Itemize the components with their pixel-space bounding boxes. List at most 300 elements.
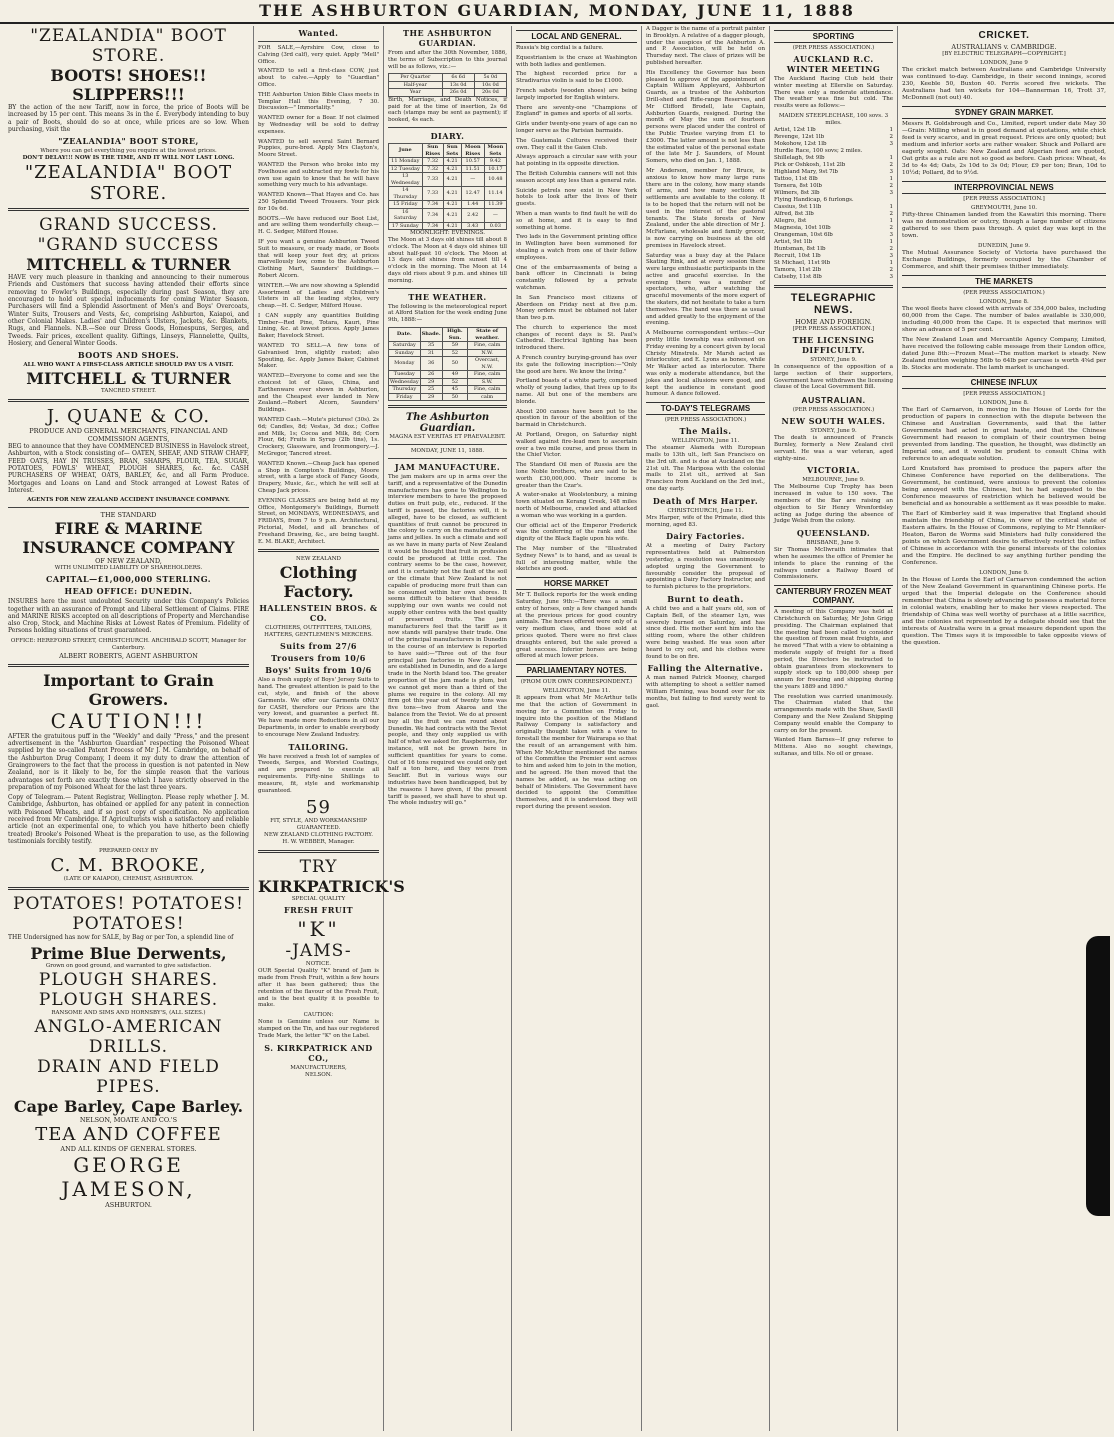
tailoring-heading: TAILORING.: [288, 741, 349, 752]
classified-ad: IF you want a genuine Ashburton Tweed Suit to measure, or ready made, or Boots that will keep your feet dry, at prices marvellously low, come to the Ashburton Clothing Mart, Saunders' Buildings.—Robert Alcorn.: [258, 238, 379, 279]
table-cell: 5s 0d: [474, 74, 506, 82]
placing: 2: [889, 266, 893, 273]
hallenstein-sub: CLOTHIERS, OUTFITTERS, TAILORS, HATTERS, GENTLEMEN'S MERCERS.: [264, 625, 373, 639]
table-cell: 29: [420, 393, 442, 401]
column-header: State of weather.: [468, 328, 507, 342]
column-header: Moon Sets: [484, 144, 506, 158]
parliamentary-place: WELLINGTON, June 11.: [542, 688, 611, 695]
placing: 2: [889, 245, 893, 252]
news-paragraph: In San Francisco most citizens of Aberdeen on Friday next at five p.m. Money orders must be obtained not later than two p.m.: [516, 294, 637, 322]
news-paragraph: The May number of the "Illustrated Sydney News" is to hand, and as usual is full of interesting matter, while the sketches are good.: [516, 546, 637, 573]
horse-name: Catseby, 11st 8lb: [774, 273, 822, 280]
placing: 3: [889, 189, 893, 196]
cricket-heading: CRICKET.: [978, 30, 1030, 41]
brooke-sub: (LATE OF KAIAPOI), CHEMIST, ASHBURTON.: [63, 876, 194, 883]
press-association: [PER PRESS ASSOCIATION.]: [792, 325, 875, 332]
manufacturers: MANUFACTURERS,: [290, 1064, 347, 1071]
table-row: [389, 165, 507, 173]
nsw-body: The death is announced of Francis Burnley, formerly a New Zealand civil servant. He was a war veteran, aged eighty-nine.: [774, 435, 893, 462]
licensing-heading: THE LICENSING DIFFICULTY.: [792, 334, 875, 355]
table-cell: 11 Monday: [389, 158, 423, 166]
news-paragraph: His Excellency the Governor has been pleased to approve of the appointment of Captain William Appleyard, Ashburton Guards, as a trustee of the Ashburton Drill-shed and Rifle-range Reserves, and Mr Clifford Brodell, late Captain, Ashburton Guards, resigned. During the month of May the sum of fourteen persons were placed under the control of the Public Trustee varying from £1 to £3000. The latter amount is not less than the estimated value of the personal estate of the late Mr J. Saunders, of Mount Somers, who died on Jan. 1, 1888.: [646, 69, 765, 165]
alternative-body: A man named Patrick Mooney, charged with attempting to shoot a settler named William Fleming, was bound over for six months, but failing to find surety went to gaol.: [646, 675, 765, 709]
try-label: TRY: [299, 857, 338, 878]
potatoes-title: POTATOES! POTATOES! POTATOES!: [13, 894, 244, 935]
markets-body: The wool fleets have closed with arrivals of 354,000 bales, including 60,000 from the Cape. The number of bales available is 330,000, including 40,000 from the Cape. It is expected that merinos will show an advance of 5 per cent.: [902, 306, 1106, 333]
jam-heading: JAM MANUFACTURE.: [394, 462, 501, 473]
chinese-body-4: In the House of Lords the Earl of Carnarvon condemned the action of the New Zealand Government in quarantining Chinese ports. He urged that the Imperial delegate on the Conference should remember that China is slowly advancing to possess a material force in colonial waters, enabling her to make her views respected. The friendship of China was well worthy of purchase at a little sacrifice, and the colonies not represented by a delegate should see that the interests of Australia were in a great measure dependent upon the question. The Times says it is impossible to take opposite views of the question.: [902, 577, 1106, 646]
subscription-note: From and after the 30th November, 1886, the terms of Subscription to this journal will be as follows, viz.:—: [388, 50, 507, 70]
horse-name: Allegro, 8st: [774, 217, 807, 224]
grand-success: GRAND SUCCESS. "GRAND SUCCESS: [37, 215, 220, 256]
list-item: [774, 218, 893, 225]
classified-ad: WANTED TO SELL—A few tons of Galvanised Iron, slightly rusted; also Spouting, &c. Apply James Baker, Cabinet Maker.: [258, 343, 379, 370]
fifty-nine-shillings: 59: [306, 797, 331, 819]
table-cell: Overcast, N.W.: [468, 357, 507, 371]
table-row: [389, 81, 507, 89]
fresh-fruit: FRESH FRUIT: [283, 905, 354, 916]
table-cell: Tuesday: [389, 371, 421, 379]
table-row: [389, 208, 507, 222]
horse-name: Alfred, 8st 3lb: [774, 210, 814, 217]
parliamentary-body: It appears from what Mr McArthur tells me that the action of Government in moving for a Committee on Friday to inquire into the position of the Midland Railway Company is satisfactory and originally thought taken with a view to forestall the member for Wairarapa so that the result of an arrangement with him. When Mr McArthur mentioned the names of the Committee the Premier sent across to him and asked him to join in the motion, and he agreed. He then moved that the names be added, as he was acting on behalf of Ministers. The Government have decided to appoint the Committee themselves, and it is understood they will report during the present session.: [516, 695, 637, 810]
births-notice: Birth, Marriage, and Death Notices, if paid for at the time of insertion, 2s 6d each (stamps may be sent as payment); if booked, 4s each.: [388, 96, 507, 124]
chinese-body: The Earl of Carnarvon, in moving in the House of Lords for the production of papers in connection with the dispute between the Chinese and Australian Governments, said that the latter Governments had acted in great haste, and that the Chinese Government had reason to complain of their countrymen being prevented from landing. The question, he thought, was distinctly an Imperial one, and it would be prudent to consult China with reference to an adequate solution.: [902, 407, 1106, 462]
diary-heading: DIARY.: [430, 131, 465, 142]
list-item: [774, 246, 893, 253]
table-cell: Thursday: [389, 386, 421, 394]
queensland-place: BRISBANE, June 9.: [806, 540, 861, 547]
horse-name: Recruit, 10st 1lb: [774, 252, 821, 259]
news-paragraph: French sabots (wooden shoes) are being largely imported for English winters.: [516, 87, 637, 101]
aus-cambridge: AUSTRALIANS v. CAMBRIDGE.: [951, 43, 1057, 51]
fire-marine-head-office: HEAD OFFICE: DUNEDIN.: [64, 586, 193, 597]
table-cell: 49: [442, 371, 468, 379]
news-paragraph: Saturday was a busy day at the Palace Skating Rink, and at every session there were large enthusiastic participants in the active and graceful exercise. In the evening there was a number of spectators, who, after watching the graceful movements of the more expert of the skaters, did not hesitate to take a turn themselves. The band was there as usual and added greatly to the enjoyment of the evening.: [646, 252, 765, 327]
prepared-by: PREPARED ONLY BY: [99, 848, 158, 855]
news-paragraph: When a man wants to find fault he will do so at home, and it is easy to find something at home.: [516, 210, 637, 231]
notice-body: OUR Special Quality "K" brand of Jam is made from Fresh Fruit, within a few hours after it has been gathered; thus the retention of the flavour of the Fresh Fruit, and is the best quality it is possible to make.: [258, 968, 379, 1009]
zealandia-title: "ZEALANDIA" BOOT STORE.: [30, 26, 227, 66]
moonlight-heading: MOONLIGHT: EVENINGS.: [409, 230, 486, 237]
news-paragraph: At Portland, Oregon, on Saturday night walked against fire-lead men to ascertain over a two mile course, and press them in the Chief Victor.: [516, 432, 637, 459]
list-item: [774, 253, 893, 260]
table-cell: 17 Sunday: [389, 222, 423, 230]
classified-ad: WANTED to sell several Saint Bernard Puppies, pure-bred. Apply Mrs Clayton's, Moore Street.: [258, 138, 379, 159]
divider: [388, 288, 507, 289]
table-cell: 13s 0d: [442, 81, 474, 89]
table-cell: 7.32: [422, 158, 443, 166]
column-advertisements-left: [4, 26, 254, 1431]
table-header: [389, 328, 507, 342]
interprovincial-body: Fifty-three Chinamen landed from the Kawatiri this morning. There was no demonstration or outcry, though a large number of citizens gathered to see them pass through. A quiet day was kept in the town.: [902, 212, 1106, 239]
fire-marine-body: INSURES here the most undoubted Security under this Company's Policies together with an assurance of Prompt and Liberal Settlement of Claims. FIRE and MARINE RISKS accepted on all descriptions of Property and Merchandise also Crop, Stock, and Machine Risks at Lowest Rates of Premium. Fidelity of Persons holding situations of trust guaranteed.: [8, 598, 249, 635]
list-item: [774, 274, 893, 281]
tea-coffee: TEA AND COFFEE: [35, 1124, 222, 1146]
horse-name: Cassius, 9st 11lb: [774, 203, 822, 210]
blue-derwents-sub: Grown on good ground, and warranted to give satisfaction.: [45, 963, 212, 970]
table-cell: 36: [420, 357, 442, 371]
list-item: [774, 155, 893, 162]
classified-ad: I CAN supply any quantities Building Timber—Red Pine, Totara, Kauri, Pine Lining, &c. at lowest prices. Apply James Baker, Havelock Street.: [258, 312, 379, 340]
weather-heading: THE WEATHER.: [408, 291, 487, 302]
table-cell: 0.03: [484, 222, 506, 230]
classified-ad: WANTED—Everyone to come and see the choicest lot of Glass, China, and Earthenware ever shown in Ashburton, and the Cheapest ever landed in New Zealand.—Robert Alcorn, Saunders' Buildings.: [258, 373, 379, 414]
table-row: [389, 371, 507, 379]
interprovincial-place-2: DUNEDIN, June 9.: [978, 243, 1030, 249]
queensland-heading: QUEENSLAND.: [796, 528, 871, 539]
dairy-body: At a meeting of Dairy Factory representatives held at Palmerston yesterday, a resolution was unanimously adopted urging the Government to favourably consider the proposal of appointing a Dairy Factory Instructor, and to furnish pictures to the proprietors.: [646, 543, 765, 591]
mails-place: WELLINGTON, June 11.: [671, 438, 740, 445]
nsw-heading: NEW SOUTH WALES.: [781, 416, 886, 427]
subscription-rates: [388, 73, 507, 97]
divider: [8, 507, 249, 508]
caution-body-2: Copy of Telegram.— Patent Registrar, Wellington. Please reply whether J. M. Cambridge, Ashburton, has obtained or applied for any patent in connection with Poisoned Wheats, and if so post copy of specification. No application received from Mr Cambridge. If Agriculturists wish a satisfactory and reliable article (not an experimental one, to which you have hitherto been chiefly treated) Brooke's Poisoned Wheat is the preparation to use, as the following testimonials forcibly testify.: [8, 794, 249, 845]
news-paragraph: Suicide petrels now exist in New York hotels to look after the lives of their guests.: [516, 187, 637, 208]
placing: 3: [889, 252, 893, 259]
table-row: [389, 393, 507, 401]
chinese-influx-heading: CHINESE INFLUX: [902, 376, 1106, 389]
zealandia-big: "ZEALANDIA" BOOT STORE.: [24, 162, 233, 205]
table-cell: 3.43: [461, 222, 484, 230]
classified-ad: WANTED the Person who broke into my Fowlhouse and subtracted my fowls for his own use again to know that he will have something very much to his advantage.: [258, 161, 379, 189]
placing: 1: [889, 238, 893, 245]
press-association-2: (PER PRESS ASSOCIATION.): [792, 407, 875, 414]
column-sporting-telegraphic: [770, 26, 898, 1431]
fire-marine-title: FIRE & MARINE INSURANCE COMPANY: [22, 519, 235, 558]
auckland-body: The Auckland Racing Club held their winter meeting at Ellerslie on Saturday. There was only a moderate attendance. The weather was fine but cold. The results were as follows:—: [774, 76, 893, 110]
table-cell: 52: [442, 349, 468, 357]
news-paragraph: Russia's big cordial is a failure.: [516, 45, 604, 51]
table-cell: Sunday: [389, 349, 421, 357]
mitchell-turner-title-2: MITCHELL & TURNER: [26, 369, 231, 389]
table-cell: S.W.: [468, 378, 507, 386]
list-item: [774, 176, 893, 183]
interprovincial-place: GREYMOUTH, June 10.: [971, 205, 1037, 211]
mitchell-turner-title: MITCHELL & TURNER: [26, 255, 231, 275]
table-cell: Year: [389, 89, 443, 97]
fire-marine-agent: ALBERT ROBERTS, AGENT ASHBURTON: [59, 651, 198, 660]
column-cricket-markets: [898, 26, 1110, 1431]
placing: 1: [889, 175, 893, 182]
table-cell: 4.21: [443, 158, 461, 166]
classified-ad: WANTED Known.—Cheap Jack has opened a Shop in Compton's Buildings, Moore street, with a large stock of Fancy Goods, Drapery, Music, &c., which he will sell at Cheap Jack prices.: [258, 460, 379, 495]
fire-marine-office: OFFICE: HEREFORD STREET, CHRISTCHURCH. ARCHIBALD SCOTT, Manager for Canterbury.: [10, 637, 247, 651]
table-cell: 50: [442, 357, 468, 371]
fire-marine-liability: WITH UNLIMITED LIABILITY OF SHAREHOLDERS.: [54, 565, 203, 572]
horse-name: Revenge, 12st 1lb: [774, 133, 825, 140]
column-header: High. Sun.: [442, 328, 468, 342]
zealandia-where: Where you can get everything you require at the lowest prices.: [40, 148, 217, 155]
boys-suits-price: Boys' Suits from 10/6: [265, 665, 372, 676]
masthead: THE ASHBURTON GUARDIAN, MONDAY, JUNE 11, 1888: [0, 0, 1114, 24]
george-jameson: GEORGE JAMESON,: [61, 1153, 196, 1202]
fit-guaranteed: FIT, STYLE, AND WORKMANSHIP GUARANTEED.: [270, 818, 367, 832]
editorial-masthead: The Ashburton Guardian.: [405, 412, 490, 435]
classified-ad: WINTER.—We are now showing a Splendid Assortment of Ladies and Children's Ulsters in all the leading styles, very cheap.—H. C. Sedger, Milford House.: [258, 282, 379, 310]
list-item: [774, 183, 893, 190]
zealandia-body: BY the action of the new Tariff, now in force, the price of Boots will be increased by 15 per cent. This means 3s in the £. Everybody intending to buy a pair of Boots, should do so at once, while prices are so low. When purchasing, visit the: [8, 104, 249, 133]
markets-body-2: The New Zealand Loan and Mercantile Agency Company, Limited, have received the following cable message from their London office, dated June 8th:—Frozen Meat—The mutton market is steady. New Zealand mutton weighing 56lb to 64lb per carcase is worth 4⅝d per lb. Stocks are moderate. The lamb market is unchanged.: [902, 337, 1106, 371]
table-cell: 52: [442, 378, 468, 386]
divider: [8, 399, 249, 402]
table-cell: 12.47: [461, 187, 484, 201]
fire-marine-capital: CAPITAL—£1,000,000 STERLING.: [45, 574, 212, 585]
burnt-body: A child two and a half years old, son of Captain Bell, of the steamer Lyn, was severely burned on Saturday, and has since died. His mother sent him into the sitting room, where the other children were being washed. He was soon after heard to cry out, and his clothes were found to be on fire.: [646, 605, 765, 660]
divider: [774, 285, 893, 288]
column-header: June: [389, 144, 423, 158]
table-cell: 7.33: [422, 173, 443, 187]
electric-telegraph: [BY ELECTRIC TELEGRAPH—COPYRIGHT.]: [942, 51, 1066, 57]
plough-shares-sub: RANSOME AND SIMS AND HORNSBY'S, (ALL SIZES.): [51, 1010, 206, 1017]
sporting-sub: (PER PRESS ASSOCIATION.): [792, 45, 875, 51]
kirkpatrick-title: KIRKPATRICK'S: [258, 877, 405, 897]
table-cell: 4.21: [443, 222, 461, 230]
steeplechase: MAIDEN STEEPLECHASE, 100 sovs. 3 miles.: [778, 112, 889, 126]
grain-market-body: Messrs R. Goldsbrough and Co., Limited, report under date May 30—Grain: Milling wheat is in good demand at quotations, while chick feed is very scarce, and in great request. Prices are only quoted; but medium and inferior sorts are rather weaker. Shuck and Pollard are eagerly sought. Oats: New Zealand and Algerian feed are quoted, Oat grits as a rule are not so good as before. Cash prices: Wheat, 4s 3d to 4s 4d; Oats, 2s 10d to 3s 0d; Flour, £9 per ton; Bran, 10d to 10½d; Pollard, 8d to 9½d.: [902, 121, 1106, 176]
table-cell: 7.34: [422, 208, 443, 222]
market-ad: Wanted Ham Barnes—If gray referee to Mittens. Also no sought chewings, sultanas, and tills. No oil or grease.: [774, 737, 893, 758]
moonlight-body: The Moon at 3 days old shines till about 8 o'clock. The Moon at 4 days old shines till about half-past 10 o'clock. The Moon at 13 days old shines from sunset till 4 o'clock in the morning. The Moon at 14 days old rises about 9 p.m. and shines till morning.: [388, 237, 507, 284]
horse-name: Artist, 9st 1lb: [774, 238, 813, 245]
table-cell: 13 Wednesday: [389, 173, 423, 187]
table-cell: 1.44: [461, 201, 484, 209]
table-row: [389, 349, 507, 357]
weather-table: [388, 327, 507, 401]
table-cell: —: [484, 208, 506, 222]
interprovincial-body-2: The Mutual Assurance Society of Victoria have purchased the Exchange Buildings, formerly occupied by the Chamber of Commerce, and shift their premises thither immediately.: [902, 250, 1106, 270]
placing: 3: [889, 231, 893, 238]
harper-heading: Death of Mrs Harper.: [652, 495, 759, 506]
news-paragraph: There are seventy-one "Champions of England" in games and sports of all sorts.: [516, 104, 637, 118]
news-paragraph: Girls under twenty-one years of age can no longer serve as the Parisian barmaids.: [516, 121, 637, 134]
table-cell: 4.21: [443, 165, 461, 173]
nz-clothing-factory: NEW ZEALAND CLOTHING FACTORY.: [264, 832, 373, 839]
news-paragraph: The church to experience the most changes of recent days is St. Paul's Cathedral. Electrical lighting has been introduced there.: [516, 324, 637, 352]
grain-growers-title: Important to Grain Growers.: [43, 670, 214, 709]
special-quality: SPECIAL QUALITY: [291, 896, 346, 903]
table-cell: 26s 0d: [442, 89, 474, 97]
placing: 3: [889, 140, 893, 147]
quane-body: BEG to announce that they have COMMENCED BUSINESS in Havelock street, Ashburton, with a Stock consisting of— OATEN, SHEAF, AND STRAW CHAFF, FEED OATS, HAY IN TRUSSES, BRAN, SHARPS, FLOUR, TEA, SUGAR, POTATOES, FOWLS' WHEAT, PLOUGH SHARES, &c. &c. CASH PURCHASERS OF WHEAT, OATS, BARLEY, &c, and all Farm Produce. Mortgages and Loans on Land and Stock arranged at Lowest Rates of Interest.: [8, 443, 249, 494]
horse-name: Shillelagh, 9st 9lb: [774, 154, 825, 161]
quane-subtitle: PRODUCE AND GENERAL MERCHANTS, FINANCIAL AND COMMISSION AGENTS,: [29, 427, 228, 444]
cricket-body: The cricket match between Australians and Cambridge University was continued to-day. Cambridge, in their second innings, scored 230, Keeble 50, Buxton 40. Ferris scored five wickets. The Australians had ten wickets for 104—Bannerman 16, Trott 37, McDonnell (not out) 40.: [902, 67, 1106, 101]
classified-ad: WANTED Known—That Hayes and Co. has 250 Splendid Tweed Trousers. Your pick for 10s 6d.: [258, 192, 379, 212]
table-cell: Wednesday: [390, 378, 419, 385]
subscription-heading: THE ASHBURTON GUARDIAN.: [403, 28, 492, 48]
table-cell: Fine, calm: [468, 371, 507, 379]
new-zealand-label: NEW ZEALAND: [296, 556, 341, 563]
list-item: [774, 134, 893, 141]
table-cell: Per Quarter: [389, 74, 443, 82]
news-paragraph: Always approach a circular saw with your hat pointing in its opposite direction.: [516, 154, 637, 168]
table-cell: 26: [420, 371, 442, 379]
plough-shares: PLOUGH SHARES. PLOUGH SHARES.: [38, 970, 219, 1011]
list-item: [774, 204, 893, 211]
telegrams-sub: (PER PRESS ASSOCIATION.): [664, 417, 747, 424]
list-item: [774, 267, 893, 274]
table-cell: Half-year: [389, 81, 443, 89]
zealandia-delay: DON'T DELAY!!! NOW IS THE TIME, AND IT WILL NOT LAST LONG.: [22, 155, 235, 162]
table-cell: Fine, calm: [468, 386, 507, 394]
table-row: [389, 74, 507, 82]
classified-ad: WANTED owner for a Boar. If not claimed by Wednesday will be sold to defray expenses.: [258, 115, 379, 135]
table-cell: Saturday: [389, 342, 421, 350]
manager: H. W. WEBBER, Manager.: [282, 839, 355, 846]
caution-heading: CAUTION:: [303, 1012, 334, 1019]
ink-stain: [1086, 936, 1110, 1216]
horse-name: Mokohow, 12st 1lb: [774, 140, 827, 147]
news-paragraph: Mr Anderson, member for Bruce, is anxious to know how many large runs there are in the colony, how many stands of arms, and how many sections of settlements are available to the colony. It is to be hoped that the return will not be used in the interest of the pastoral tenants. The State forests of New Zealand, under the able direction of Mr J. McFarlane, wholesale and family grocer, is now carrying on business at the old premises in Havelock street.: [646, 167, 765, 249]
chinese-body-3: The Earl of Kimberley said it was imperative that England should maintain the friendship of China, in view of the critical state of Eastern affairs. In the House of Commons, replying to Mr Henniker-Heaton, Baron de Worms said Ministers had fully considered the points on which Government desire to effectively restrict the influx of Chinese in accordance with the general interests of the colonies and the Empire. He declined to say anything further pending the Conference.: [902, 511, 1106, 566]
divider: [388, 405, 507, 408]
harper-body: Mrs Harper, wife of the Primate, died this morning, aged 83.: [646, 514, 765, 528]
table-cell: 9.42: [484, 158, 506, 166]
placing: 3: [889, 273, 893, 280]
horse-name: St Michael, 11st 9lb: [774, 259, 831, 266]
licensing-body: In consequence of the opposition of a large section of their supporters, Government have withdrawn the licensing clause of the Local Government Bill.: [774, 363, 893, 391]
placing: 3: [889, 168, 893, 175]
horse-name: Highland Mary, 9st 7lb: [774, 168, 838, 175]
divider: [258, 41, 379, 42]
table-cell: 7.34: [422, 222, 443, 230]
frozen-meat-body-2: The resolution was carried unanimously. The Chairman stated that the arrangements made with the Shaw, Savill Company and the New Zealand Shipping Company would enable the Company to carry on for the present.: [774, 693, 893, 734]
news-paragraph: A Dagger is the name of a portrait painter in Brooklyn. A relative of a dagger plough, under the auspices of the Ashburton A. and P. Association, will be held on Thursday next. The class of prizes will be published hereafter.: [646, 26, 765, 66]
table-cell: 7.34: [422, 201, 443, 209]
table-cell: 14 Thursday: [389, 187, 423, 201]
table-row: [389, 173, 507, 187]
placing: 1: [889, 203, 893, 210]
licensing-place: SYDNEY, June 9.: [810, 356, 857, 363]
divider: [258, 850, 379, 853]
horse-name: Magnesia, 10st 10lb: [774, 224, 831, 231]
wanted-heading: Wanted.: [298, 28, 339, 38]
tancred-street: TANCRED STREET.: [101, 388, 156, 395]
news-paragraph: Equestrianism is the craze at Washington with both ladies and gentlemen.: [516, 54, 637, 68]
list-item: [774, 239, 893, 246]
chinese-body-2: Lord Knutsford has promised to produce the papers after the Chinese Conference have reported on the deliberations. The Government, he continued, were anxious to prevent the colonies being annoyed with the Chinese, but he had suggested to the Conference measures of restriction which he believed would be beneficial and as honourable a settlement as it was possible to make.: [902, 466, 1106, 507]
dairy-heading: Dairy Factories.: [666, 531, 745, 542]
cape-barley: Cape Barley, Cape Barley.: [13, 1097, 244, 1117]
news-paragraph: The British Columbia canners will not this season accept any less than a general rate.: [516, 170, 637, 184]
table-cell: 7.33: [422, 187, 443, 201]
blue-derwents: Prime Blue Derwents,: [30, 944, 227, 964]
column-header: Moon Rises: [461, 144, 484, 158]
anglo-american-drills: ANGLO-AMERICAN DRILLS.: [34, 1017, 223, 1058]
suits-price: Suits from 27/6: [280, 641, 357, 652]
table-cell: 10.48: [484, 173, 506, 187]
table-row: [389, 357, 507, 371]
telegrams-heading: TO-DAY'S TELEGRAMS: [646, 402, 765, 415]
list-item: [774, 260, 893, 267]
table-cell: 29: [420, 378, 442, 386]
sporting-heading: SPORTING: [774, 30, 893, 43]
placing: 1: [889, 217, 893, 224]
grain-market-heading: SYDNEY GRAIN MARKET.: [902, 106, 1106, 119]
news-paragraph: The highest recorded price for a Stradivarius violin is said to be £1000.: [516, 71, 637, 85]
burnt-heading: Burnt to death.: [667, 593, 744, 604]
list-item: [774, 190, 893, 197]
table-cell: —: [461, 173, 484, 187]
boots-and-shoes: BOOTS AND SHOES.: [77, 350, 180, 361]
divider: [8, 887, 249, 890]
horse-name: Artist, 12st 1lb: [774, 126, 816, 133]
placing: 1: [889, 126, 893, 133]
news-paragraph: The Guatemala Cultures received their own. They call it the Gaien Club.: [516, 137, 637, 151]
queensland-body: Sir Thomas McIlwraith intimates that when he assumes the office of Premier he intends to place the running of the railways under a Railway Board of Commissioners.: [774, 547, 893, 581]
motto: MAGNA EST VERITAS ET PRAEVALEBIT.: [389, 434, 506, 441]
caution-title: CAUTION!!!: [50, 708, 207, 733]
horse-name: Flying Handicap, 6 furlongs.: [774, 196, 854, 203]
list-item: [774, 225, 893, 232]
list-item: [774, 127, 893, 134]
divider: [8, 208, 249, 211]
list-item: [774, 148, 893, 155]
victoria-heading: VICTORIA.: [806, 465, 861, 476]
column-guardian: [384, 26, 512, 1431]
clothing-factory-title: Clothing Factory.: [279, 563, 358, 602]
list-item: [774, 162, 893, 169]
alternative-heading: Falling the Alternative.: [647, 663, 764, 674]
drain-field-pipes: DRAIN AND FIELD PIPES.: [37, 1057, 220, 1098]
victoria-place: MELBOURNE, June 9.: [802, 477, 865, 484]
table-cell: 15 Friday: [389, 201, 423, 209]
table-cell: 59: [442, 342, 468, 350]
nelson-moate: NELSON, MOATE AND CO.'S: [79, 1116, 178, 1125]
chinese-sub: [PER PRESS ASSOCIATION.]: [963, 391, 1045, 397]
news-paragraph: The Standard Oil men of Russia are the lone Noble brothers, who are said to be worth £30,000,000. Their income is greater than the Czar's.: [516, 462, 637, 489]
chinese-place: LONDON, June 8.: [979, 400, 1029, 406]
placing: 2: [889, 161, 893, 168]
horse-name: Hurdle Race, 100 sovs; 2 miles.: [774, 147, 863, 154]
table-header: [389, 144, 507, 158]
interprovincial-heading: INTERPROVINCIAL NEWS: [902, 181, 1106, 194]
tailoring-body: We have received a fresh lot of samples of Tweeds, Serges, and Worsted Coatings, and are prepared to execute all requirements. Fifty-nine Shillings to measure, fit, style and workmanship guaranteed.: [258, 753, 379, 794]
divider: [388, 458, 507, 459]
auckland-meeting: AUCKLAND R.C. WINTER MEETING: [786, 54, 881, 74]
columns: [4, 26, 1110, 1431]
horse-name: Tattoo, 11st 8lb: [774, 175, 818, 182]
standard-label: THE STANDARD: [100, 511, 157, 520]
notice-heading: NOTICE.: [305, 961, 332, 968]
fire-marine-of: OF NEW ZEALAND,: [95, 557, 162, 566]
table-cell: Monday: [389, 357, 421, 371]
telegraphic-news-heading: TELEGRAPHIC NEWS.: [790, 291, 877, 316]
quane-agents: AGENTS FOR NEW ZEALAND ACCIDENT INSURANCE COMPANY.: [27, 497, 230, 504]
table-row: [389, 89, 507, 97]
chinese-place-2: LONDON, June 9.: [979, 570, 1029, 576]
weather-note: The following is the meteorological report at Alford Station for the week ending June 9th, 1888:—: [388, 303, 507, 324]
news-paragraph: One of the embarrassments of being a bank officer in Cincinnati is being constantly followed by a private watchman.: [516, 264, 637, 291]
table-row: [389, 342, 507, 350]
mitchell-turner-body: HAVE very much pleasure in thanking and announcing to their numerous Friends and Customers that success having attended their efforts since removing to Fowler's Buildings, especially during past Season, they are encouraged to hold out special inducements for coming Winter Season. Purchasers will find a Splendid Assortment of Men's and Boys' Overcoats, Winter Suits, Trousers and Vests, &c, comprising Ashburton, Kaiapoi, and other Colonial Makes. Ladies' and Children's Ulsters, Jackets, &c. Blankets, Rugs, and Flannels. N.B.—See our Dress Goods, Homespuns, Serges, and Tweeds. Fair prices, excellent quality. Giftings, Linseys, Flannelette, Quilts, Hosiery, and General Winter Goods.: [8, 274, 249, 347]
table-cell: 31: [420, 349, 442, 357]
markets-sub: (PER PRESS ASSOCIATION.): [963, 290, 1045, 296]
table-cell: 10.57: [461, 158, 484, 166]
divider: [8, 664, 249, 667]
home-foreign: HOME AND FOREIGN.: [795, 317, 872, 326]
nsw-place: SYDNEY, June 9.: [810, 428, 857, 435]
table-cell: N.W.: [468, 349, 507, 357]
table-cell: 4.21: [443, 208, 461, 222]
hallenstein-title: HALLENSTEIN BROS. & CO.: [259, 603, 378, 624]
table-cell: 11.14: [484, 187, 506, 201]
table-row: [389, 187, 507, 201]
mails-heading: The Mails.: [679, 426, 732, 437]
divider: [258, 549, 379, 552]
table-cell: 4.21: [443, 173, 461, 187]
